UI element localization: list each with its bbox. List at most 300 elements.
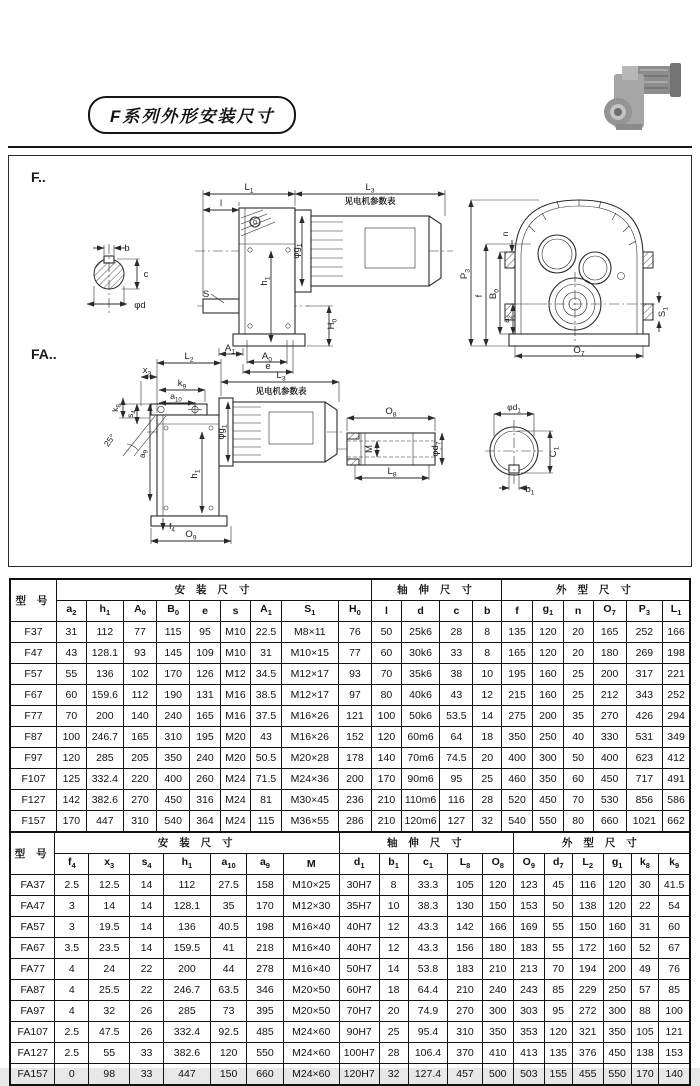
value-cell: 95 — [544, 1001, 572, 1022]
value-cell: 346 — [247, 980, 283, 1001]
value-cell: 180 — [593, 643, 626, 664]
value-cell: 40k6 — [401, 685, 439, 706]
value-cell: 660 — [247, 1064, 283, 1086]
value-cell: 70 — [56, 706, 86, 727]
value-cell: 49 — [631, 959, 659, 980]
value-cell: 88 — [631, 1001, 659, 1022]
value-cell: 170 — [157, 664, 190, 685]
dim-label-a10: $a_{10}$ — [170, 391, 182, 404]
value-cell: 350 — [533, 769, 564, 790]
value-cell: 120m6 — [401, 811, 439, 833]
value-cell: 120 — [56, 748, 86, 769]
value-cell: 2.5 — [55, 875, 89, 896]
value-cell: 142 — [56, 790, 86, 811]
value-cell: 120H7 — [339, 1064, 379, 1086]
col-header-S1: $S_1$ — [281, 601, 338, 622]
dim-label-L3: $L_3$ — [276, 370, 286, 383]
value-cell: 90H7 — [339, 1022, 379, 1043]
value-cell: 12 — [473, 685, 502, 706]
model-cell: F77 — [10, 706, 56, 727]
value-cell: 140 — [123, 706, 156, 727]
value-cell: 76 — [659, 959, 690, 980]
group-header: 轴 伸 尺 寸 — [339, 832, 513, 854]
col-header-B0: $B_0$ — [157, 601, 190, 622]
value-cell: 310 — [448, 1022, 482, 1043]
value-cell: 20 — [473, 748, 502, 769]
value-cell: 550 — [247, 1043, 283, 1064]
value-cell: 53.5 — [440, 706, 473, 727]
value-cell: 300 — [482, 1001, 513, 1022]
motor-note: 见电机参数表 — [255, 386, 307, 396]
value-cell: 491 — [663, 769, 690, 790]
value-cell: 350 — [482, 1022, 513, 1043]
value-cell: M16×40 — [283, 938, 339, 959]
value-cell: M8×11 — [281, 622, 338, 643]
col-header-s4: $s_4$ — [130, 854, 164, 875]
value-cell: 153 — [513, 896, 544, 917]
value-cell: 90m6 — [401, 769, 439, 790]
value-cell: 150 — [482, 896, 513, 917]
value-cell: 73 — [210, 1001, 246, 1022]
value-cell: 125 — [56, 769, 86, 790]
value-cell: 38.5 — [251, 685, 282, 706]
dim-label-φd7: $\varphi d_7$ — [430, 441, 443, 457]
value-cell: M16 — [220, 685, 251, 706]
value-cell: 450 — [603, 1043, 631, 1064]
value-cell: 102 — [123, 664, 156, 685]
value-cell: 115 — [251, 811, 282, 833]
table-row-FA107 — [10, 1022, 690, 1043]
value-cell: 350 — [603, 1022, 631, 1043]
value-cell: 43.3 — [408, 938, 448, 959]
value-cell: 0 — [55, 1064, 89, 1086]
value-cell: 212 — [593, 685, 626, 706]
value-cell: 450 — [533, 790, 564, 811]
dim-label-O8: $O_8$ — [385, 406, 397, 419]
value-cell: 74.9 — [408, 1001, 448, 1022]
value-cell: 272 — [572, 1001, 603, 1022]
col-header-a2: $a_2$ — [56, 601, 86, 622]
value-cell: 100 — [56, 727, 86, 748]
table-row-FA37 — [10, 875, 690, 896]
value-cell: 159.5 — [163, 938, 210, 959]
value-cell: M24 — [220, 769, 251, 790]
value-cell: 252 — [626, 622, 662, 643]
dim-label-φd1: $\varphi d_1$ — [507, 402, 521, 415]
value-cell: 3 — [55, 896, 89, 917]
col-header-d1: $d_1$ — [339, 854, 379, 875]
value-cell: 40 — [563, 727, 593, 748]
value-cell: 10 — [473, 664, 502, 685]
value-cell: 128.1 — [163, 896, 210, 917]
value-cell: 67 — [659, 938, 690, 959]
value-cell: 170 — [371, 769, 401, 790]
value-cell: 100 — [659, 1001, 690, 1022]
value-cell: 210 — [371, 790, 401, 811]
value-cell: 190 — [157, 685, 190, 706]
value-cell: 112 — [163, 875, 210, 896]
value-cell: 250 — [533, 727, 564, 748]
fa-bore-section-detail — [485, 414, 553, 490]
value-cell: 70 — [563, 790, 593, 811]
group-header: 安 装 尺 寸 — [55, 832, 339, 854]
value-cell: 166 — [663, 622, 690, 643]
value-cell: 520 — [501, 790, 532, 811]
dim-label-H0: $H_0$ — [326, 318, 339, 330]
value-cell: 24 — [89, 959, 130, 980]
model-cell: FA127 — [10, 1043, 55, 1064]
value-cell: 485 — [247, 1022, 283, 1043]
value-cell: 270 — [123, 790, 156, 811]
value-cell: 165 — [593, 622, 626, 643]
value-cell: 34.5 — [251, 664, 282, 685]
value-cell: 116 — [572, 875, 603, 896]
value-cell: 200 — [86, 706, 123, 727]
value-cell: 41.5 — [659, 875, 690, 896]
value-cell: 460 — [501, 769, 532, 790]
value-cell: 229 — [572, 980, 603, 1001]
model-cell: F37 — [10, 622, 56, 643]
col-header-b: b — [473, 601, 502, 622]
value-cell: 200 — [163, 959, 210, 980]
technical-drawing-frame — [8, 155, 692, 567]
table-row-F127 — [10, 790, 690, 811]
value-cell: 14 — [130, 938, 164, 959]
value-cell: 2.5 — [55, 1022, 89, 1043]
value-cell: 1021 — [626, 811, 662, 833]
dimension-drawings — [9, 156, 690, 565]
value-cell: 25k6 — [401, 622, 439, 643]
col-header-g1: $g_1$ — [603, 854, 631, 875]
value-cell: 109 — [190, 643, 221, 664]
dim-label-L8: $L_8$ — [387, 466, 397, 479]
value-cell: 370 — [448, 1043, 482, 1064]
value-cell: 183 — [448, 959, 482, 980]
value-cell: 156 — [448, 938, 482, 959]
value-cell: 400 — [157, 769, 190, 790]
value-cell: 220 — [123, 769, 156, 790]
value-cell: 150 — [572, 917, 603, 938]
value-cell: 317 — [626, 664, 662, 685]
value-cell: 215 — [501, 685, 532, 706]
dim-label-h1: $h_1$ — [259, 276, 272, 286]
value-cell: 180 — [482, 938, 513, 959]
value-cell: 252 — [663, 685, 690, 706]
value-cell: 121 — [659, 1022, 690, 1043]
col-header-A0: $A_0$ — [123, 601, 156, 622]
value-cell: 70m6 — [401, 748, 439, 769]
header-divider — [8, 146, 692, 148]
value-cell: M24×60 — [283, 1064, 339, 1086]
value-cell: 153 — [659, 1043, 690, 1064]
value-cell: 20 — [563, 643, 593, 664]
dim-label-φg1: $\varphi g_1$ — [216, 424, 229, 440]
value-cell: 158 — [247, 875, 283, 896]
value-cell: M16×26 — [281, 727, 338, 748]
value-cell: 120 — [533, 622, 564, 643]
value-cell: 44 — [210, 959, 246, 980]
value-cell: 14 — [130, 875, 164, 896]
value-cell: 303 — [513, 1001, 544, 1022]
col-header-M: M — [283, 854, 339, 875]
value-cell: 97 — [338, 685, 371, 706]
value-cell: 60 — [56, 685, 86, 706]
value-cell: 240 — [157, 706, 190, 727]
value-cell: 60 — [371, 643, 401, 664]
value-cell: 382.6 — [86, 790, 123, 811]
value-cell: 240 — [482, 980, 513, 1001]
value-cell: 120 — [603, 875, 631, 896]
value-cell: 130 — [448, 896, 482, 917]
value-cell: 457 — [448, 1064, 482, 1086]
value-cell: 127 — [440, 811, 473, 833]
value-cell: 50H7 — [339, 959, 379, 980]
value-cell: 662 — [663, 811, 690, 833]
fa-variant-label: FA.. — [31, 346, 57, 362]
value-cell: 12 — [379, 917, 408, 938]
value-cell: 450 — [157, 790, 190, 811]
value-cell: M20 — [220, 748, 251, 769]
table-row-F37 — [10, 622, 690, 643]
model-cell: FA157 — [10, 1064, 55, 1086]
value-cell: 717 — [626, 769, 662, 790]
model-cell: F157 — [10, 811, 56, 833]
value-cell: 278 — [247, 959, 283, 980]
dim-label-e: e — [265, 361, 271, 372]
value-cell: 332.4 — [163, 1022, 210, 1043]
value-cell: M12×30 — [283, 896, 339, 917]
group-header: 轴 伸 尺 寸 — [371, 579, 501, 601]
value-cell: 120 — [482, 875, 513, 896]
value-cell: 33 — [130, 1043, 164, 1064]
value-cell: 53.8 — [408, 959, 448, 980]
value-cell: 152 — [338, 727, 371, 748]
table-row-FA157 — [10, 1064, 690, 1086]
col-header-L8: $L_8$ — [448, 854, 482, 875]
value-cell: 310 — [123, 811, 156, 833]
value-cell: 531 — [626, 727, 662, 748]
value-cell: 80 — [371, 685, 401, 706]
value-cell: 43 — [251, 727, 282, 748]
value-cell: 194 — [572, 959, 603, 980]
value-cell: 92.5 — [210, 1022, 246, 1043]
value-cell: 47.5 — [89, 1022, 130, 1043]
col-header-L1: $L_1$ — [663, 601, 690, 622]
value-cell: 35H7 — [339, 896, 379, 917]
value-cell: 22.5 — [251, 622, 282, 643]
value-cell: 28 — [440, 622, 473, 643]
value-cell: 14 — [130, 917, 164, 938]
model-cell: FA87 — [10, 980, 55, 1001]
value-cell: 138 — [572, 896, 603, 917]
value-cell: M10 — [220, 622, 251, 643]
value-cell: 343 — [626, 685, 662, 706]
value-cell: 321 — [572, 1022, 603, 1043]
value-cell: 105 — [631, 1022, 659, 1043]
value-cell: 447 — [163, 1064, 210, 1086]
value-cell: 500 — [482, 1064, 513, 1086]
value-cell: 12.5 — [89, 875, 130, 896]
value-cell: 14 — [473, 706, 502, 727]
value-cell: 26 — [130, 1022, 164, 1043]
col-header-f: f — [501, 601, 532, 622]
model-cell: FA107 — [10, 1022, 55, 1043]
value-cell: 120 — [544, 1022, 572, 1043]
model-cell: F87 — [10, 727, 56, 748]
dim-label-M: M — [364, 445, 375, 453]
value-cell: 450 — [593, 769, 626, 790]
col-header-A1: $A_1$ — [251, 601, 282, 622]
value-cell: 25.5 — [89, 980, 130, 1001]
dim-label-φg1: $\varphi g_1$ — [291, 243, 304, 259]
value-cell: M36×55 — [281, 811, 338, 833]
value-cell: 310 — [157, 727, 190, 748]
value-cell: 116 — [440, 790, 473, 811]
value-cell: 31 — [631, 917, 659, 938]
group-header: 安 装 尺 寸 — [56, 579, 371, 601]
table-row-F67 — [10, 685, 690, 706]
value-cell: 45 — [544, 875, 572, 896]
table-row-F77 — [10, 706, 690, 727]
dim-label-S: S — [202, 289, 210, 300]
value-cell: 145 — [157, 643, 190, 664]
value-cell: 246.7 — [163, 980, 210, 1001]
value-cell: 26 — [130, 1001, 164, 1022]
dim-label-L1: $L_1$ — [244, 182, 254, 195]
value-cell: 159.6 — [86, 685, 123, 706]
value-cell: 14 — [379, 959, 408, 980]
value-cell: 85 — [544, 980, 572, 1001]
value-cell: 112 — [123, 685, 156, 706]
table-row-F57 — [10, 664, 690, 685]
value-cell: 106.4 — [408, 1043, 448, 1064]
model-cell: F127 — [10, 790, 56, 811]
value-cell: 540 — [157, 811, 190, 833]
table-row-F157 — [10, 811, 690, 833]
table-row-FA57 — [10, 917, 690, 938]
value-cell: M24 — [220, 811, 251, 833]
value-cell: 136 — [86, 664, 123, 685]
value-cell: 400 — [593, 748, 626, 769]
value-cell: 503 — [513, 1064, 544, 1086]
dim-label-P3: $P_3$ — [459, 268, 472, 280]
model-cell: FA37 — [10, 875, 55, 896]
col-header-k9: $k_9$ — [659, 854, 690, 875]
page-title: F系列外形安装尺寸 — [88, 96, 296, 134]
value-cell: 100H7 — [339, 1043, 379, 1064]
f-side-view — [195, 190, 453, 374]
value-cell: 32 — [89, 1001, 130, 1022]
value-cell: M16×26 — [281, 706, 338, 727]
dim-label-L3: $L_3$ — [365, 182, 375, 195]
value-cell: 33 — [440, 643, 473, 664]
col-header-f4: $f_4$ — [55, 854, 89, 875]
table-row-FA47 — [10, 896, 690, 917]
value-cell: 4 — [55, 959, 89, 980]
value-cell: 210 — [448, 980, 482, 1001]
value-cell: 120 — [210, 1043, 246, 1064]
output-shaft — [614, 108, 622, 116]
value-cell: 269 — [626, 643, 662, 664]
value-cell: 426 — [626, 706, 662, 727]
value-cell: 376 — [572, 1043, 603, 1064]
value-cell: 856 — [626, 790, 662, 811]
value-cell: 8 — [473, 643, 502, 664]
value-cell: M10 — [220, 643, 251, 664]
value-cell: 550 — [533, 811, 564, 833]
value-cell: 77 — [123, 622, 156, 643]
col-header-O9: $O_9$ — [513, 854, 544, 875]
value-cell: 120 — [533, 643, 564, 664]
value-cell: 353 — [513, 1022, 544, 1043]
model-cell: F47 — [10, 643, 56, 664]
value-cell: 410 — [482, 1043, 513, 1064]
value-cell: 60m6 — [401, 727, 439, 748]
col-header-g1: $g_1$ — [533, 601, 564, 622]
value-cell: 285 — [86, 748, 123, 769]
dim-label-A1: $A_1$ — [224, 343, 236, 356]
value-cell: 38 — [440, 664, 473, 685]
dim-label-O7: $O_7$ — [573, 345, 585, 358]
value-cell: 330 — [593, 727, 626, 748]
dim-label-φd: φd — [134, 300, 146, 311]
value-cell: 300 — [533, 748, 564, 769]
value-cell: 183 — [513, 938, 544, 959]
value-cell: 172 — [572, 938, 603, 959]
value-cell: 50 — [371, 622, 401, 643]
table-row-FA77 — [10, 959, 690, 980]
value-cell: 43.3 — [408, 917, 448, 938]
value-cell: 250 — [603, 980, 631, 1001]
col-header-n: n — [563, 601, 593, 622]
value-cell: 95.4 — [408, 1022, 448, 1043]
value-cell: 160 — [533, 685, 564, 706]
value-cell: 198 — [247, 917, 283, 938]
value-cell: M12×17 — [281, 664, 338, 685]
col-header-H0: $H_0$ — [338, 601, 371, 622]
value-cell: 57 — [631, 980, 659, 1001]
value-cell: 4 — [55, 1001, 89, 1022]
value-cell: 275 — [501, 706, 532, 727]
value-cell: 2.5 — [55, 1043, 89, 1064]
fa-series-dimension-table — [9, 831, 691, 1086]
fa-side-view — [119, 359, 343, 544]
value-cell: 81 — [251, 790, 282, 811]
dim-label-s4: $s_4$ — [125, 410, 138, 418]
value-cell: 198 — [663, 643, 690, 664]
value-cell: 28 — [473, 790, 502, 811]
dim-label-l: l — [219, 198, 223, 209]
value-cell: 210 — [371, 811, 401, 833]
value-cell: 123 — [513, 875, 544, 896]
model-column-header: 型 号 — [10, 832, 55, 875]
value-cell: 4 — [55, 980, 89, 1001]
value-cell: 200 — [593, 664, 626, 685]
value-cell: M12 — [220, 664, 251, 685]
value-cell: 14 — [130, 896, 164, 917]
value-cell: 76 — [338, 622, 371, 643]
value-cell: 350 — [501, 727, 532, 748]
value-cell: 60 — [563, 769, 593, 790]
model-cell: FA97 — [10, 1001, 55, 1022]
dim-label-n: n — [500, 231, 510, 237]
value-cell: 14 — [89, 896, 130, 917]
f-front-view — [471, 200, 659, 358]
value-cell: 140 — [659, 1064, 690, 1086]
value-cell: 350 — [157, 748, 190, 769]
value-cell: 40H7 — [339, 938, 379, 959]
value-cell: 30k6 — [401, 643, 439, 664]
